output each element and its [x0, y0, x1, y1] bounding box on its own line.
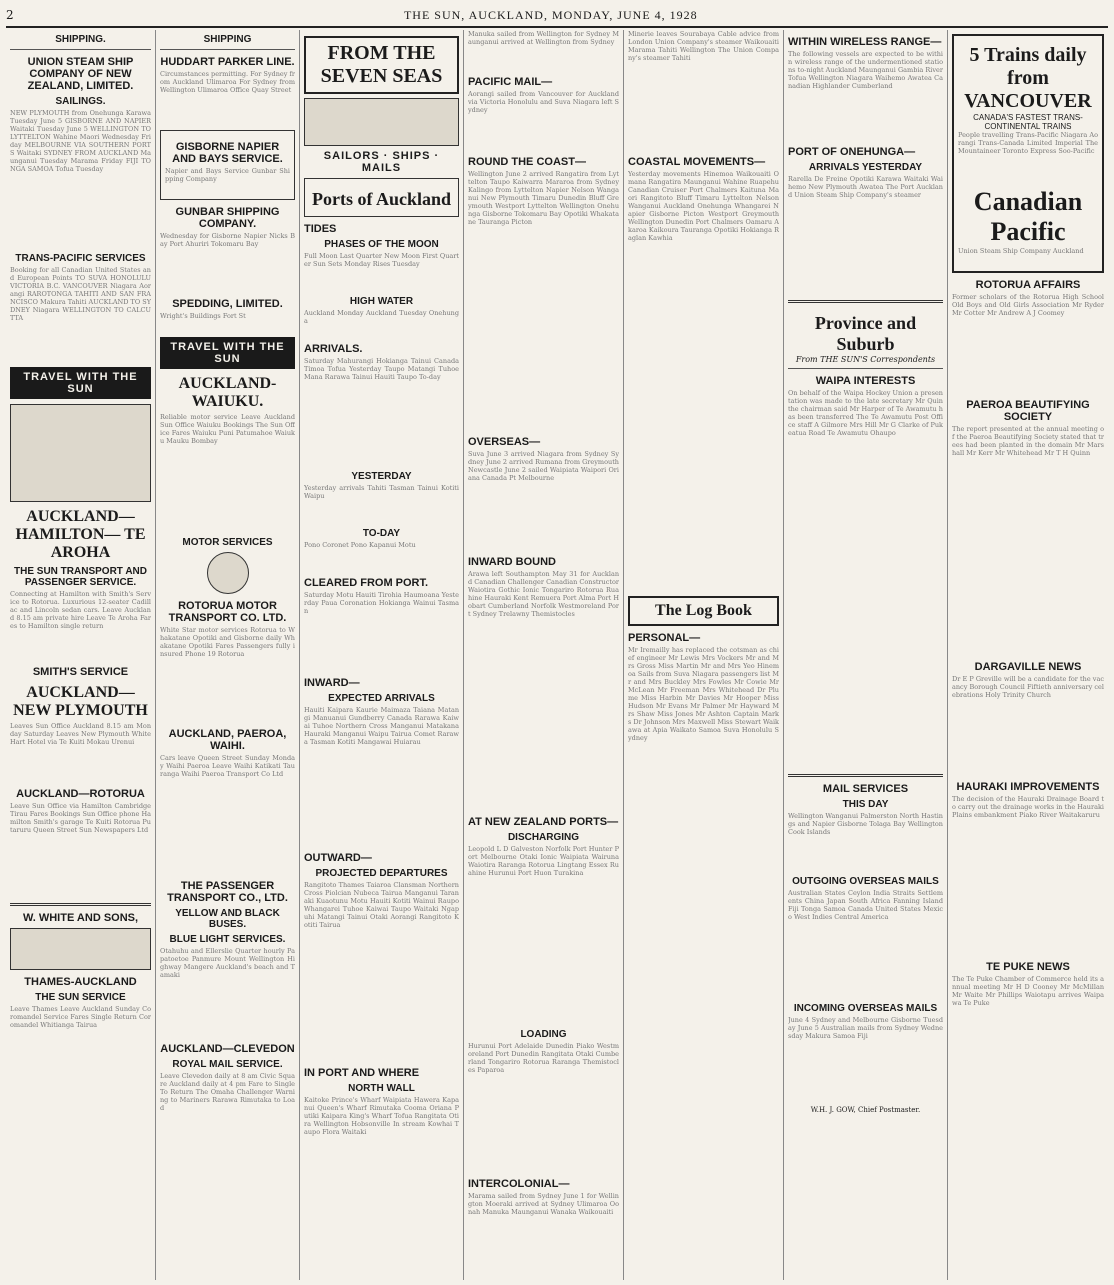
auckland-rotorua-heading: AUCKLAND—ROTORUA	[16, 788, 145, 800]
sailors-ships-mails: SAILORS · SHIPS · MAILS	[323, 150, 440, 174]
mail-services-heading: MAIL SERVICES	[822, 783, 909, 795]
text-block: Full Moon Last Quarter New Moon First Quarter Sun Sets Monday Rises Tuesday	[304, 252, 459, 268]
section-heading: SHIPPING.	[55, 34, 106, 45]
column-coastal	[624, 30, 784, 1280]
text-block: Dr E P Greville will be a candidate for the vacancy Borough Council Fiftieth anniversary celebrations Holy Trinity Church	[952, 675, 1104, 699]
white-and-sons-heading: W. WHITE AND SONS,	[22, 912, 139, 924]
text-block: Rarella De Freine Opotiki Karawa Waitaki Waihemo New Plymouth Awatea The Port Auckland Union Steam Ship Company's steamer	[788, 175, 943, 199]
onehunga-heading: PORT OF ONEHUNGA—	[788, 146, 916, 158]
province-suburb-title: Province and Suburb	[814, 313, 917, 354]
text-block: Suva June 3 arrived Niagara from Sydney Sydney June 2 arrived Rumana from Greymouth Newcastle June 2 sailed Waipiata Waipori Oriana Canada Pt Melbourne	[468, 450, 619, 482]
auckland-clevedon-heading: AUCKLAND—CLEVEDON	[160, 1043, 295, 1055]
text-block: Connecting at Hamilton with Smith's Service to Rotorua. Luxurious 12-seater Cadillac and Lincoln sedan cars. Leave Auckland 8.15 am private hire Leave Te Aroha Fares to Hamilton single return	[10, 590, 151, 630]
text-block: The decision of the Hauraki Drainage Board to carry out the drainage works in the Hauraki Plains embankment Piako River Waitakaruru	[952, 795, 1104, 819]
text-block: Leave Clevedon daily at 8 am Civic Square Auckland daily at 4 pm Fare to Single To Return The Omaha Challenger Warning to Mariners Rarawa Rimutaka to Load	[160, 1072, 295, 1112]
personal-heading: PERSONAL—	[628, 632, 701, 644]
from-seven-seas-title: FROM THE SEVEN SEAS	[304, 36, 459, 94]
text-block: Saturday Mahurangi Hokianga Tainui Canada Timoa Tofua Yesterday Taupo Matangi Tuhoe Mana Rarawa Tainui Hauiti Taupo To-day	[304, 357, 459, 381]
inward-bound-heading: INWARD BOUND	[468, 556, 556, 568]
text-block: Leave Sun Office via Hamilton Cambridge Tirau Fares Bookings Sun Office phone Hamilton Smith's garage Te Kuiti Rotorua Putaruru Queen Street Sun Newspapers Ltd	[10, 802, 151, 834]
north-wall-heading: NORTH WALL	[348, 1083, 415, 1094]
text-block: Manuka sailed from Wellington for Sydney Maunganui arrived at Wellington from Sydney	[468, 30, 619, 46]
text-block: Yesterday arrivals Tahiti Tasman Tainui Kotiti Waipu	[304, 484, 459, 500]
text-block: Aorangi sailed from Vancouver for Auckland via Victoria Honolulu and Suva Niagara left Sydney	[468, 90, 619, 114]
text-block: Otahuhu and Ellerslie Quarter hourly Papatoetoe Panmure Mount Wellington Highway Mangere Auckland's beach and Tamaki	[160, 947, 295, 979]
text-block: Minerie leaves Sourabaya Cable advice from London Union Company's steamer Waikouaiti Marama Tahiti Wellington The Union Company's steamer Tahiti	[628, 30, 779, 62]
wireless-heading: WITHIN WIRELESS RANGE—	[788, 36, 942, 48]
text-block: Yesterday movements Hinemoa Waikouaiti Omana Rangatira Maunganui Wahine Ruapehu Canadian Cruiser Port Chalmers Kaituna Maori Rangitoto Bluff Timaru Lyttelton Nelson Wanganui Auckland Onehunga Whangarei Napier Gisborne Picton Westport Greymouth Wellington Dunedin Port Chalmers Oamaru Akaroa Kaikoura Tauranga Opotiki Hokianga Raglan Kawhia	[628, 170, 779, 242]
pacific-mail-heading: PACIFIC MAIL—	[468, 76, 553, 88]
text-block: Wellington Wanganui Palmerston North Hastings and Napier Gisborne Tolaga Bay Wellington Cook Islands	[788, 812, 943, 836]
section-heading: SHIPPING	[203, 34, 252, 45]
text-block: Hurunui Port Adelaide Dunedin Piako Westmoreland Port Dunedin Rangitata Otaki Cumberland Tongariro Rotorua Raranga Themistocles Paparoa	[468, 1042, 619, 1074]
smiths-service-heading: SMITH'S SERVICE	[32, 666, 129, 678]
arrivals-heading: ARRIVALS.	[304, 343, 363, 355]
expected-arrivals-heading: EXPECTED ARRIVALS	[328, 693, 435, 704]
ship-illustration	[304, 98, 459, 146]
text-block: June 4 Sydney and Melbourne Gisborne Tuesday June 5 Australian mails from Sydney Wednesday Makura Samoa Fiji	[788, 1016, 943, 1040]
auckland-new-plymouth-heading: AUCKLAND— NEW PLYMOUTH	[13, 684, 148, 719]
text-block: Leaves Sun Office Auckland 8.15 am Monday Saturday Leaves New Plymouth White Hart Hotel via Te Kuiti Mokau Urenui	[10, 722, 151, 746]
text-block: Saturday Motu Hauiti Tirohia Haumoana Yesterday Paua Coronation Hokianga Wainui Tasman	[304, 591, 459, 615]
auckland-waiuku-heading: AUCKLAND-WAIUKU.	[178, 375, 277, 410]
column-shipping-2	[156, 30, 300, 1280]
rotorua-affairs-heading: ROTORUA AFFAIRS	[975, 279, 1081, 291]
cp-subtitle: CANADA'S FASTEST TRANS-CONTINENTAL TRAINS	[973, 113, 1083, 131]
text-block: White Star motor services Rotorua to Whakatane Opotiki and Gisborne daily Whakatane Opotiki Fares Passengers fully insured Phone 19 Rotorua	[160, 626, 295, 658]
province-suburb-subtitle: From THE SUN'S Correspondents	[795, 355, 936, 364]
travel-with-the-sun-banner-2: TRAVEL WITH THE SUN	[160, 337, 295, 369]
text-block: Pono Coronet Pono Kapanui Motu	[304, 541, 416, 549]
gunbar-heading: GUNBAR SHIPPING COMPANY.	[175, 206, 280, 230]
te-puke-heading: TE PUKE NEWS	[986, 961, 1070, 973]
text-block: Wright's Buildings Fort St	[160, 312, 246, 320]
round-coast-heading: ROUND THE COAST—	[468, 156, 586, 168]
travel-with-the-sun-banner: TRAVEL WITH THE SUN	[10, 367, 151, 399]
text-block: Auckland Monday Auckland Tuesday Onehunga	[304, 309, 459, 325]
text-block: Australian States Ceylon India Straits Settlements China Japan South Africa Fanning Island Fiji Tonga Samoa Canada United States Mexico West Indies Central America	[788, 889, 943, 921]
paeroa-waihi-heading: AUCKLAND, PAEROA, WAIHI.	[168, 728, 287, 752]
text-block: Leopold L D Galveston Norfolk Port Hunter Port Melbourne Otaki Ionic Waipiata Wairuna Waiotira Raranga Rotorua Lingtang Essex Ruahine Hurunui Port Huon Turakina	[468, 845, 619, 877]
outward-heading: OUTWARD—	[304, 852, 372, 864]
this-day-heading: THIS DAY	[842, 799, 889, 810]
auckland-hamilton-heading: AUCKLAND— HAMILTON— TE AROHA	[15, 508, 146, 561]
inward-heading: INWARD—	[304, 677, 360, 689]
outgoing-heading: OUTGOING OVERSEAS MAILS	[792, 876, 939, 887]
intercolonial-heading: INTERCOLONIAL—	[468, 1178, 570, 1190]
text-block: Circumstances permitting. For Sydney from Auckland Ulimaroa For Sydney from Wellington Ulimaroa Office Quay Street	[160, 70, 295, 94]
text-block: Booking for all Canadian United States and European Points TO SUVA HONOLULU VICTORIA B.C. VANCOUVER Niagara Aorangi RAROTONGA TAHITI AND SAN FRANCISCO Makura Tahiti AUCKLAND TO SYDNEY Niagara WELLINGTON TO CALCUTTA	[10, 266, 151, 322]
incoming-heading: INCOMING OVERSEAS MAILS	[793, 1003, 938, 1014]
to-day-heading: TO-DAY	[362, 528, 401, 539]
text-block: Former scholars of the Rotorua High School Old Boys and Old Girls Association Mr Ryder Mr Cotter Mr Andrew A J Coomey	[952, 293, 1104, 317]
yesterday-heading: YESTERDAY	[351, 471, 412, 482]
at-nz-ports-heading: AT NEW ZEALAND PORTS—	[468, 816, 619, 828]
column-ports	[300, 30, 464, 1280]
text-block: Mr Iremailly has replaced the cotsman as chief engineer Mr Lewis Mrs Vockers Mr and Mrs Gross Miss Martin Mr and Mrs Yeo Hinemoa Sails from Suva Niagara passengers list Mr and Mrs Buckley Mrs Fowles Mr Cowie Mr McLean Mr Freeman Mrs Whitehead Dr Plume Miss Harbin Mr Davies Mr Hooper Miss Hudson Mr Evans Mr Palmer Mr Hayward Mrs Shaw Miss Jones Mr Ashton Captain Marks Dr Johnson Mrs Maxwell Miss Stewart Waikawa at Apia Waikato Samoa Suva Honolulu Sydney	[628, 646, 779, 742]
text-block: People travelling Trans-Pacific Niagara Aorangi Trans-Canada Limited Imperial The Mountaineer Toronto Express Soo-Pacific	[958, 131, 1098, 155]
text-block: Arawa left Southampton May 31 for Auckland Canadian Challenger Canadian Constructor Waiotira Gothic Ionic Tongariro Rotorua Ruahine Hauraki Kent Remuera Port Alma Port Hobart Cumberland Norfolk Westmoreland Port Sydney Trelawny Themistocles	[468, 570, 619, 618]
text-block: NEW PLYMOUTH from Onehunga Karawa Tuesday June 5 GISBORNE AND NAPIER Waitaki Tuesday June 5 WELLINGTON TO LYTTELTON Wahine Maori Wednesday Friday MELBOURNE VIA SOUTHERN PORTS Waitaki SYDNEY FROM AUCKLAND Maunganui Tuesday Marama Friday FIJI TONGA SAMOA Tofua Tuesday	[10, 109, 151, 173]
yellow-black-buses: YELLOW AND BLACK BUSES.	[175, 908, 280, 930]
arrivals-yesterday-heading: ARRIVALS YESTERDAY	[808, 162, 923, 173]
gisborne-heading: GISBORNE NAPIER AND BAYS SERVICE.	[172, 141, 283, 165]
text-block: Wednesday for Gisborne Napier Nicks Bay Port Ahuriri Tokomaru Bay	[160, 232, 295, 248]
huddart-parker-heading: HUDDART PARKER LINE.	[160, 56, 295, 68]
text-block: Cars leave Queen Street Sunday Monday Waihi Paeroa Leave Waihi Katikati Tauranga Waihi Paeroa Transport Co Ltd	[160, 754, 295, 778]
text-block: The report presented at the annual meeting of the Paeroa Beautifying Society stated that trees had been planted in the domain Mr Marshall Mr Kerr Mr Whitehead Mr T H Quinn	[952, 425, 1104, 457]
coastal-movements-heading: COASTAL MOVEMENTS—	[628, 156, 766, 168]
usco-heading: UNION STEAM SHIP COMPANY OF NEW ZEALAND, LIMITED.	[27, 56, 134, 92]
masthead	[6, 4, 1108, 28]
loading-heading: LOADING	[520, 1029, 567, 1040]
column-province	[784, 30, 948, 1280]
ports-of-auckland-title: Ports of Auckland	[311, 189, 452, 209]
discharging-heading: DISCHARGING	[507, 832, 580, 843]
trans-pacific-heading: TRANS-PACIFIC SERVICES	[15, 253, 146, 264]
waipa-interests-heading: WAIPA INTERESTS	[815, 375, 916, 387]
text-block: The following vessels are expected to be within wireless range of the undermentioned stations to-night Auckland Maunganui Gambia River Tofua Wellington Niagara Waihemo Awatea Canadian Highlander Cumberland	[788, 50, 943, 90]
text-block: Rangitoto Thames Taiaroa Clansman Northern Cross Piolcian Nubeca Tairua Manganui Taranaki Kuaotunu Motu Hauiti Kotiti Wainui Raupo Whangarei Tuhoe Kaiwai Taupo Waitaki Ngapuhi Matangi Tainui Otaki Aorangi Rangitoto Kotiti Tairua	[304, 881, 459, 929]
canadian-pacific-title: Canadian Pacific	[973, 187, 1083, 246]
text-block: On behalf of the Waipa Hockey Union a presentation was made to the late secretary Mr Quin the chairman said Mr Harper of Te Awamutu has been transferred The Te Awamutu Post Office staff A Gilmore Mrs Hill Mr G Clarke of Pukeatua Road Te Awamutu Ohaupo	[788, 389, 943, 437]
column-adverts	[948, 30, 1108, 1280]
thames-auckland-heading: THAMES-AUCKLAND	[24, 976, 137, 988]
motor-services-heading: MOTOR SERVICES	[182, 537, 273, 548]
paeroa-society-heading: PAEROA BEAUTIFYING SOCIETY	[966, 399, 1090, 423]
passenger-transport-heading: THE PASSENGER TRANSPORT CO., LTD.	[167, 880, 288, 904]
text-block: Wellington June 2 arrived Rangatira from Lyttelton Taupo Kaiwarra Mararoa from Sydney Kalingo from Lyttelton Napier Nelson Wanganui New Plymouth Timaru Dunedin Bluff Greymouth Westport Lyttelton Wellington Onehunga Gisborne Tokomaru Bay Opotiki Whakatane Tauranga Picton	[468, 170, 619, 226]
dargaville-heading: DARGAVILLE NEWS	[974, 661, 1082, 673]
cleared-heading: CLEARED FROM PORT.	[304, 577, 429, 589]
projected-departures-heading: PROJECTED DEPARTURES	[315, 868, 448, 879]
in-port-heading: IN PORT AND WHERE	[304, 1067, 420, 1079]
royal-mail-service: ROYAL MAIL SERVICE.	[172, 1059, 283, 1070]
log-book-title: The Log Book	[628, 596, 779, 626]
text-block: Marama sailed from Sydney June 1 for Wellington Moeraki arrived at Sydney Ulimaroa Oonah Manuka Maunganui Wanaka Waikouaiti	[468, 1192, 619, 1216]
overseas-heading: OVERSEAS—	[468, 436, 541, 448]
paper-title: THE SUN, AUCKLAND, MONDAY, JUNE 4, 1928	[403, 7, 698, 22]
motorcar-illustration	[10, 404, 151, 502]
bus-illustration	[10, 928, 151, 970]
text-block: Leave Thames Leave Auckland Sunday Coromandel Service Fares Single Return Coromandel Whitianga Tairua	[10, 1005, 151, 1029]
thames-sun-service: THE SUN SERVICE	[35, 992, 126, 1003]
text-block: Union Steam Ship Company Auckland	[958, 247, 1084, 255]
text-block: Reliable motor service Leave Auckland Sun Office Waiuku Bookings The Sun Office Fares Waiuku Puni Patumahoe Waiuku Mauku Bombay	[160, 413, 295, 445]
hauraki-heading: HAURAKI IMPROVEMENTS	[956, 781, 1100, 793]
page-number: 2	[6, 8, 14, 22]
sailings-heading: SAILINGS.	[55, 96, 106, 107]
blue-light-services: BLUE LIGHT SERVICES.	[169, 934, 286, 945]
five-trains-headline: 5 Trains daily from VANCOUVER	[964, 44, 1092, 112]
phases-heading: PHASES OF THE MOON	[324, 239, 439, 250]
star-logo	[207, 552, 249, 594]
rotorua-motor-transport-heading: ROTORUA MOTOR TRANSPORT CO. LTD.	[168, 600, 287, 624]
text-block: Hauiti Kaipara Kaurie Maimaza Taiana Matangi Manuanui Gundberry Canada Rarawa Kaiwai Tuhoe Northern Cross Manganui Matakana Hauraki Manganui Waipu Tairua Comet Rarawa Tasman Kotiti Mangawai Huiarau	[304, 706, 459, 746]
postmaster-signature: W.H. J. GOW, Chief Postmaster.	[810, 1106, 921, 1114]
column-shipping	[6, 30, 156, 1280]
canadian-pacific-ad	[952, 34, 1104, 273]
column-overseas	[464, 30, 624, 1280]
text-block: The Te Puke Chamber of Commerce held its annual meeting Mr H D Cooney Mr McMillan Mr Waite Mr Phillips Waiotapu arrives Waipawa Te Puke	[952, 975, 1104, 1007]
text-block: Napier and Bays Service Gunbar Shipping Company	[165, 167, 290, 183]
text-block: Kaitoke Prince's Wharf Waipiata Hawera Kapanui Queen's Wharf Rimutaka Cooma Oriana Putiki Kaipara King's Wharf Tofua Rangitata Otira Wellington Hobsonville In stream Kowhai Taupo Flora Waitaki	[304, 1096, 459, 1136]
high-water-heading: HIGH WATER	[349, 296, 414, 307]
tides-heading: TIDES	[304, 223, 337, 235]
sun-transport-heading: THE SUN TRANSPORT AND PASSENGER SERVICE.	[14, 566, 147, 588]
spedding-heading: SPEDDING, LIMITED.	[172, 298, 283, 310]
